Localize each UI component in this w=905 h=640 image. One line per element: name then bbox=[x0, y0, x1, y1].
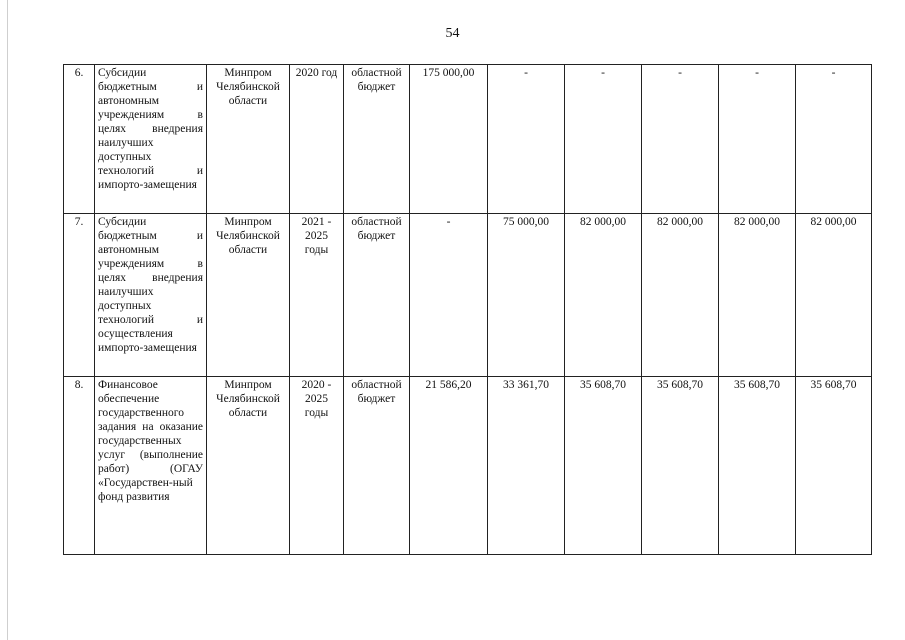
value-cell: 82 000,00 bbox=[796, 214, 872, 377]
value-cell: - bbox=[642, 65, 719, 214]
source-cell: областной бюджет bbox=[344, 65, 410, 214]
value-cell: 21 586,20 bbox=[410, 377, 488, 555]
row-number: 6. bbox=[64, 65, 95, 214]
value-cell: - bbox=[565, 65, 642, 214]
value-cell: - bbox=[488, 65, 565, 214]
measure-name: Финансовое обеспечение государственного задания на оказание государственных услуг (выполнение работ) (ОГАУ «Государствен-ный фонд развития bbox=[95, 377, 207, 555]
page-number: 54 bbox=[445, 26, 460, 41]
value-cell: 82 000,00 bbox=[642, 214, 719, 377]
value-cell: 35 608,70 bbox=[565, 377, 642, 555]
measure-name: Субсидии бюджетным и автономным учреждениям в целях внедрения наилучших доступных технологий и импорто-замещения bbox=[95, 65, 207, 214]
value-cell: 35 608,70 bbox=[642, 377, 719, 555]
value-cell: - bbox=[719, 65, 796, 214]
value-cell: 82 000,00 bbox=[565, 214, 642, 377]
table-row bbox=[64, 377, 872, 555]
measure-name: Субсидии бюджетным и автономным учреждениям в целях внедрения наилучших доступных технологий и осуществления импорто-замещения bbox=[95, 214, 207, 377]
period-cell: 2020 год bbox=[290, 65, 344, 214]
value-cell: - bbox=[410, 214, 488, 377]
value-cell: 75 000,00 bbox=[488, 214, 565, 377]
period-cell: 2020 - 2025 годы bbox=[290, 377, 344, 555]
source-cell: областной бюджет bbox=[344, 214, 410, 377]
value-cell: 33 361,70 bbox=[488, 377, 565, 555]
executor-cell: Минпром Челябинской области bbox=[207, 214, 290, 377]
table-row bbox=[64, 65, 872, 214]
value-cell: 175 000,00 bbox=[410, 65, 488, 214]
binding-edge-line bbox=[7, 0, 8, 640]
executor-cell: Минпром Челябинской области bbox=[207, 65, 290, 214]
value-cell: 35 608,70 bbox=[796, 377, 872, 555]
table-row bbox=[64, 214, 872, 377]
row-number: 8. bbox=[64, 377, 95, 555]
source-cell: областной бюджет bbox=[344, 377, 410, 555]
value-cell: - bbox=[796, 65, 872, 214]
period-cell: 2021 - 2025 годы bbox=[290, 214, 344, 377]
row-number: 7. bbox=[64, 214, 95, 377]
executor-cell: Минпром Челябинской области bbox=[207, 377, 290, 555]
value-cell: 82 000,00 bbox=[719, 214, 796, 377]
budget-table bbox=[63, 64, 872, 555]
value-cell: 35 608,70 bbox=[719, 377, 796, 555]
